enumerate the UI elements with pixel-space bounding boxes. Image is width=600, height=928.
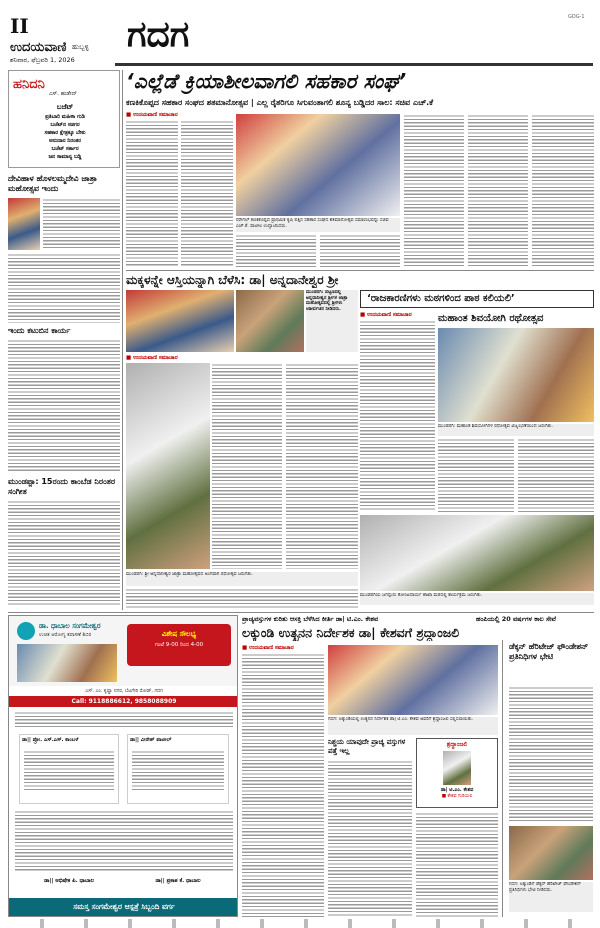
section-label: ಗದಗ <box>127 14 190 55</box>
story2-col-2 <box>286 363 358 569</box>
ad-footer-text: ಸಮಸ್ತ ಸಂಗಮೇಶ್ವರ ಆಸ್ಪತ್ರೆ ಸಿಬ್ಬಂದಿ ವರ್ಗ <box>73 902 175 911</box>
story2-photo-b <box>236 290 304 352</box>
ad-footer-bar <box>9 898 238 916</box>
doctor-1-name: ಡಾ|| ಪ್ರೋ. ಎಸ್.ಎಸ್. ಕಾಂಬಳೆ <box>22 737 79 743</box>
jatra-photo <box>8 198 40 250</box>
story4-col-2 <box>518 438 594 512</box>
lead-col-7 <box>532 114 594 267</box>
poem-line: ಪ್ರತಿಬಾರಿ ಮಹಿಳಾ ಗುಡಿ <box>45 114 85 120</box>
story2-photo <box>126 290 234 352</box>
lead-caption: ನರೇಗಲ್ ಕಣಕಿಕೊಪ್ಪದ ಪ್ರಾಥಮಿಕ ಕೃಷಿ ಪತ್ತಿನ ಸಹಕಾರ ಸಂಘದ ಶತಮಾನೋತ್ಸವ ಸಮಾರಂಭವನ್ನು ಸಚಿವ ಎಚ್.ಕೆ. ಪಾಟೀಲ ಉದ್ಘಾಟಿಸಿದರು. <box>236 218 400 232</box>
doctor-2-lines <box>132 750 224 790</box>
story4-bottom-caption: ಮುಂಡರಗಿಯ ಜಗದ್ಗುರು ತೋಂಟದಾರ್ಯ ಶಾಖಾ ಮಠದಲ್ಲಿ ಕಾರ್ಯಕ್ರಮ ಜರುಗಿತು. <box>360 593 594 605</box>
story5-kicker: ಪ್ರಾಚ್ಯವಸ್ತುಗಳ ಕುರಿತು ಆಸಕ್ತಿ ಬೆಳೆಸಿದ ಕೀರ್ತಿ ಡಾ| ಟಿ.ಎಂ. ಕೇಶವ <box>242 615 379 623</box>
ad-phone-bar <box>9 696 238 707</box>
lead-headline: ‘ಎಲ್ಲೆಡೆ ಕ್ರಿಯಾಶೀಲವಾಗಲಿ ಸಹಕಾರ ಸಂಘ’ <box>126 69 407 93</box>
story3-col-1 <box>360 320 435 512</box>
story4-caption: ಮುಂಡರಗಿ: ಮಹಾಂತ ಶಿವಯೋಗಿಗಳ ರಥೋತ್ಸವ ವಿಜೃಂಭಣೆಯಿಂದ ಜರುಗಿತು. <box>438 424 594 436</box>
story5-headline: ಲಕ್ಕುಂಡಿ ಉತ್ಖನನ ನಿರ್ದೇಶಕ ಡಾ| ಕೇಶವಗೆ ಶ್ರದ್ಧಾಂಜಲಿ <box>242 625 460 640</box>
sidebar-caption: ಗದಗ: ಲಕ್ಕುಂಡಿಗೆ ಡೆಕ್ಕನ್ ಹೆರಿಟೇಜ್ ಫೌಂಡೇಶನ್ ಪ್ರತಿನಿಧಿಗಳು ಭೇಟಿ ನೀಡಿದರು. <box>509 882 593 912</box>
kaatna-text <box>8 339 120 473</box>
story5-col-3 <box>416 812 498 917</box>
edition-name: ಹುಬ್ಬಳ್ಳಿ <box>72 43 89 51</box>
story2-tail <box>126 588 358 610</box>
section-rule <box>126 270 594 271</box>
ad-footer-left: ಡಾ|| ಅಭಿಷೇಕ ಪಿ. ಧಾಬಾಲ <box>44 878 94 884</box>
column-rule <box>122 70 123 610</box>
offer-badge-time: ಗಂಟೆ 9-00 ರಿಂದ 4-00 <box>154 642 204 648</box>
story5-subhead: ನಿಶ್ಚಯ ಯಾವುದೇ ಪ್ರಾಚ್ಯ ವಸ್ತುಗಳ ಪತ್ತೆ ಇಲ್ಲ <box>328 738 406 755</box>
hani-dani-label: ಹನಿದನಿ <box>13 77 45 89</box>
obituary-box <box>416 738 498 808</box>
ad-top <box>9 616 238 686</box>
registration-marks <box>0 919 600 928</box>
story5-byline: ■ ಉದಯವಾಣಿ ಸಮಾಚಾರ <box>242 645 294 651</box>
jatra-headline: ದೇವಿಹಾಳ ಹೊಳಲಮ್ಮದೇವಿ ಜಾತ್ರಾ ಮಹೋತ್ಸವ ಇಂದು <box>8 174 97 193</box>
ad-footer-right: ಡಾ|| ಪ್ರಕಾಶ ಕೆ. ಧಾಬಾಲ <box>155 878 201 884</box>
poem-line: ಬಜೆಟ್‌ನ ಸಡಗರ <box>50 122 80 128</box>
poem-line: ಸಹಕಾರ ಕ್ಷೇತ್ರಕ್ಕೂ ಬೇಕು <box>44 130 86 136</box>
doctor-1 <box>19 734 119 804</box>
obituary-title: ಶ್ರದ್ಧಾಂಜಲಿ <box>446 741 468 748</box>
ad-phone: Call: 9118886612, 9858088909 <box>71 698 177 705</box>
offer-badge-text: ವಿಶೇಷ ಸೌಲಭ್ಯ <box>161 630 197 638</box>
story2-photo-caption: ಮುಂಡರಗಿ: ಶ್ರೀ ಅನ್ನದಾನೀಶ್ವರ ಜಾತ್ರಾ ಮಹೋತ್ಸವದ ಅಂಗವಾಗಿ ರಥೋತ್ಸವ ಜರುಗಿತು. <box>126 572 358 586</box>
sidebar-photo <box>509 826 593 880</box>
lead-col-5 <box>404 114 464 267</box>
paper-name: ಉದಯವಾಣಿ <box>10 40 67 55</box>
lead-col-4 <box>320 234 400 267</box>
jatra-text-2 <box>8 253 120 323</box>
doctor-1-lines <box>24 750 114 790</box>
mundappa-headline: ಮುಂಡಪ್ಪಾ: 15ರಂದು ಕಾಂಬೆಡ ನಿರಂತರ ಸಂಗೀತ <box>8 477 116 496</box>
story5-kicker-right: ಹಂಪಿಯಲ್ಲಿ 20 ವರ್ಷಗಳ ಕಾಲ ಸೇವೆ <box>476 615 556 623</box>
lower-rule <box>8 612 594 613</box>
hospital-logo-icon <box>17 622 35 640</box>
issue-date: ಶನಿವಾರ, ಫೆಬ್ರವರಿ 1, 2026 <box>10 56 75 64</box>
story5-caption: ಗದಗ: ಲಕ್ಕುಂಡಿಯಲ್ಲಿ ಉತ್ಖನನ ನಿರ್ದೇಶಕ ಡಾ| ಟಿ.ಎಂ. ಕೇಶವ ಅವರಿಗೆ ಶ್ರದ್ಧಾಂಜಲಿ ಸಲ್ಲಿಸಲಾಯಿತು. <box>328 717 498 735</box>
hospital-name: ಡಾ. ಧಾಬಾಲ ಸಂಗಮೇಶ್ವರ <box>39 622 101 630</box>
page-number: II <box>10 14 29 38</box>
poem-lines <box>9 113 120 161</box>
obituary-photo <box>443 751 471 785</box>
hospital-ad <box>8 615 238 917</box>
offer-badge <box>127 624 231 666</box>
sidebar-text <box>509 686 593 821</box>
story4-bottom-photo <box>360 515 594 591</box>
story2-col-1 <box>212 363 282 569</box>
story3-headline: ‘ರಾಜಕಾರಣಿಗಳು ಮಠಗಳಿಂದ ಪಾಠ ಕಲಿಯಲಿ’ <box>367 293 515 304</box>
poem-line: ಅನುದಾನ ನಿರಂತರ <box>49 138 81 144</box>
lead-col-1 <box>126 120 178 267</box>
story4-photo <box>438 328 594 422</box>
story2-byline: ■ ಉದಯವಾಣಿ ಸಮಾಚಾರ <box>126 355 178 361</box>
section-title <box>115 10 593 66</box>
lead-byline: ■ ಉದಯವಾಣಿ ಸಮಾಚಾರ <box>126 112 178 118</box>
sidebar-box <box>502 640 594 917</box>
doctor-2-name: ಡಾ|| ವೀರೇಶ್ ಪಾಟೀಲ್ <box>130 737 172 743</box>
ad-address: ಎಸ್. ಎಂ. ಕೃಷ್ಣಾ ನಗರ, ಬೆಟಗೇರಿ ರೋಡ್, ಗದಗ <box>85 689 163 694</box>
poem-line: ಜನ ಸಾಮಾನ್ಯ ಬಡ್ಡಿ <box>48 154 82 160</box>
hani-dani-title <box>13 73 117 89</box>
story4-col-1 <box>438 438 514 512</box>
ad-info-lines <box>15 711 233 729</box>
ad-services <box>15 810 233 872</box>
story3-box <box>360 290 594 308</box>
sidebar-headline: ಡೆಕ್ಕನ್ ಹೆರಿಟೇಜ್ ಫೌಂಡೇಶನ್ ಪ್ರತಿನಿಧಿಗಳ ಭೇಟಿ <box>509 642 589 661</box>
mundappa-text <box>8 500 120 605</box>
story2-side-caption: ಮುಂಡರಗಿ: ಪಟ್ಟಣದಲ್ಲಿ ಅನ್ನದಾನೀಶ್ವರ ಶ್ರೀಗಳ ಜಾತ್ರಾ ಮಹೋತ್ಸವದಲ್ಲಿ ಶ್ರೀಗಳು ಆಶೀರ್ವಚನ ನೀಡಿದರು. <box>306 290 358 352</box>
kaatna-headline: ಇಂದು ಕಟುಬಿನ ಕಾರ್ಯ <box>8 326 71 335</box>
hani-dani-box <box>8 70 120 168</box>
lead-col-6 <box>468 114 528 267</box>
lead-col-3 <box>236 234 316 267</box>
hospital-building-photo <box>17 644 117 682</box>
story5-photo <box>328 645 498 715</box>
hospital-tag: ಉಚಿತ ಆರೋಗ್ಯ ತಪಾಸಣೆ ಶಿಬಿರ <box>39 632 92 638</box>
obituary-name: ಡಾ| ಟಿ.ಎಂ. ಕೇಶವ <box>440 787 474 793</box>
lead-photo <box>236 114 400 216</box>
story4-headline: ಮಹಾಂತ ಶಿವಯೋಗಿ ರಥೋತ್ಸವ <box>438 313 544 324</box>
lead-col-2 <box>181 120 233 267</box>
lead-subhead: ಕಣಕಿಕೊಪ್ಪದ ಸಹಕಾರ ಸಂಘದ ಶತಮಾನೋತ್ಸವ | ಎಲ್ಲ ರೈತರಿಗೂ ಸಿಗುವಂತಾಗಲಿ ಶೂನ್ಯ ಬಡ್ಡಿದರ ಸಾಲ: ಸಚಿವ ಎಚ್.ಕೆ <box>126 98 434 107</box>
obituary-label: ■ ಕೇಶವ ಗುರಿಯಲಿ <box>441 794 473 799</box>
poem-line: ಬಜೆಟ್ ಸರ್ಕಾರ <box>51 146 79 152</box>
jatra-text <box>43 198 120 250</box>
story2-headline: ಮಕ್ಕಳನ್ನೇ ಆಸ್ತಿಯನ್ನಾಗಿ ಬೆಳೆಸಿ: ಡಾ| ಅನ್ನದಾನೇಶ್ವರ ಶ್ರೀ <box>126 273 339 287</box>
story5-col-2 <box>328 760 412 917</box>
poem-title: ಬಜೆಟ್ <box>56 103 74 111</box>
doctor-2 <box>127 734 229 804</box>
story2-rath-photo <box>126 363 210 569</box>
hani-dani-author: ಎಸ್. ಹುಡೇದ್ <box>49 91 77 97</box>
story5-col-1 <box>242 653 324 917</box>
story3-byline: ■ ಉದಯವಾಣಿ ಸಮಾಚಾರ <box>360 312 412 318</box>
page-code: GDG-1 <box>568 14 585 20</box>
